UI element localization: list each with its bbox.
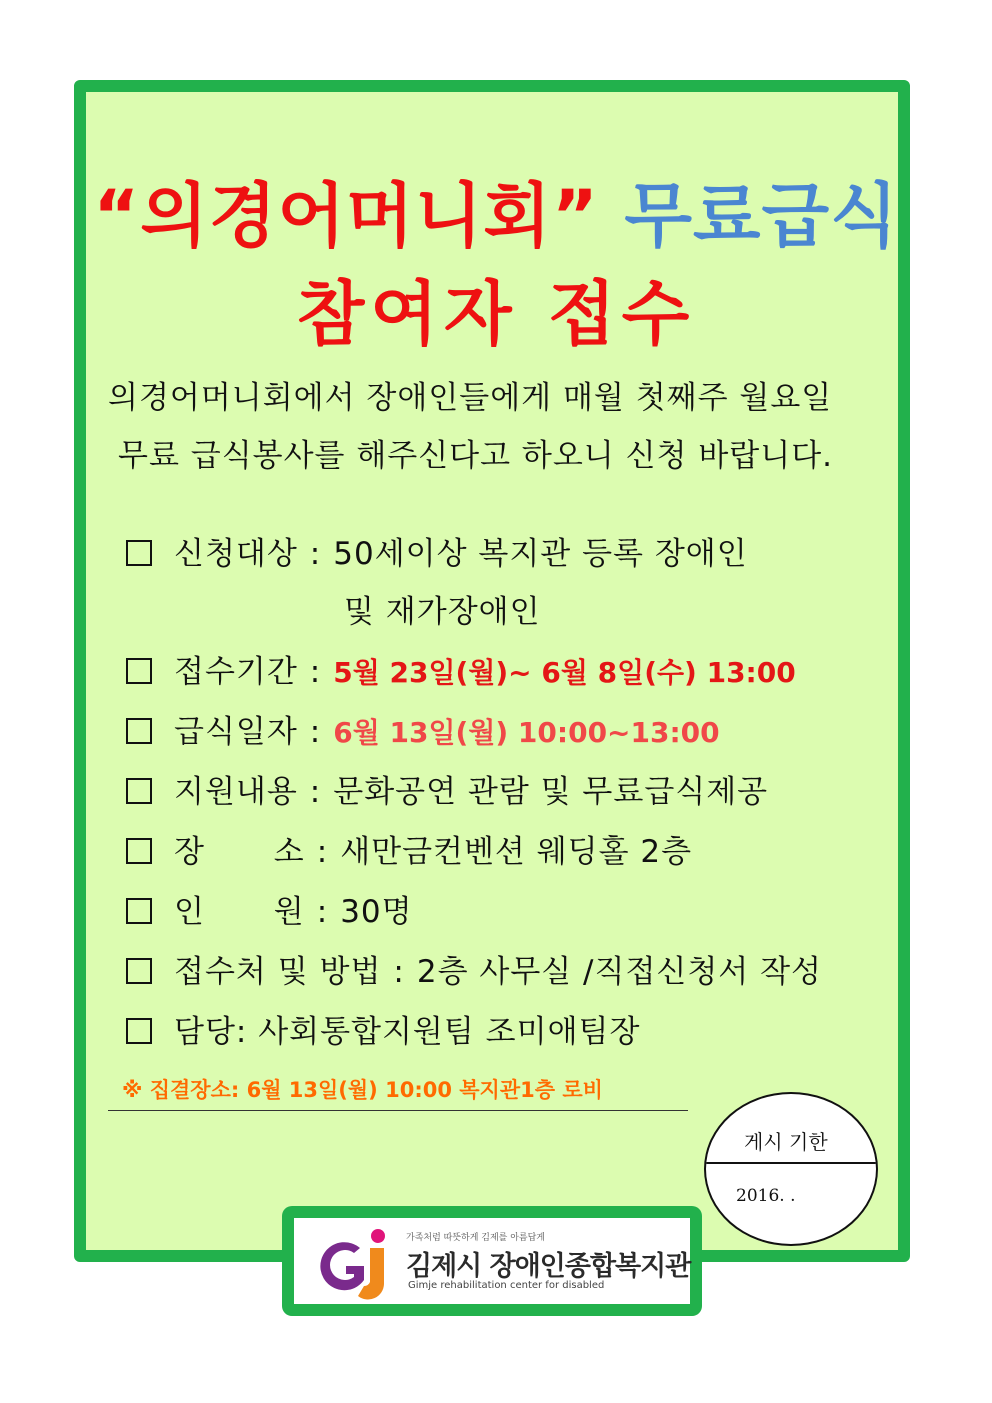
item-target-continued: 및 재가장애인 [344, 594, 541, 630]
checkbox-icon [126, 658, 152, 684]
item-value: 새만금컨벤션 웨딩홀 2층 [340, 834, 693, 870]
item-separator: : [309, 654, 322, 690]
item-label: 장 소 [174, 834, 305, 870]
gj-logo-icon [308, 1222, 404, 1304]
stamp-date: 2016. . [736, 1186, 796, 1206]
checkbox-icon [126, 958, 152, 984]
checkbox-icon [126, 898, 152, 924]
item-method [126, 946, 822, 991]
item-target [126, 528, 748, 573]
checkbox-icon [126, 1018, 152, 1044]
item-value: 30명 [340, 894, 413, 930]
item-separator: : [309, 536, 322, 572]
stamp-title: 게시 기한 [744, 1130, 828, 1154]
item-value: 사회통합지원팀 조미애팀장 [258, 1014, 641, 1050]
item-value: 6월 13일(월) 10:00~13:00 [333, 716, 720, 749]
checkbox-icon [126, 718, 152, 744]
item-people [126, 886, 413, 931]
checkbox-icon [126, 838, 152, 864]
poster-subtitle: 참여자 접수 [296, 273, 696, 355]
item-period [126, 646, 796, 691]
item-label: 담당: [174, 1014, 248, 1050]
item-value: 2층 사무실 /직접신청서 작성 [416, 954, 822, 990]
item-label: 접수기간 [174, 654, 298, 690]
intro-line-2: 무료 급식봉사를 해주신다고 하오니 신청 바랍니다. [118, 438, 833, 474]
item-separator: : [393, 954, 405, 990]
item-value: 5월 23일(월)~ 6월 8일(수) 13:00 [333, 656, 796, 689]
title-free-meal: 무료급식 [624, 175, 899, 257]
item-separator: : [316, 894, 329, 930]
item-label: 지원내용 [174, 774, 298, 810]
organization-logo [282, 1206, 702, 1316]
item-value: 50세이상 복지관 등록 장애인 [333, 536, 748, 572]
stamp-divider [706, 1162, 876, 1164]
logo-name: 김제시 장애인종합복지관 [406, 1251, 691, 1282]
item-separator: : [316, 834, 329, 870]
checkbox-icon [126, 540, 152, 566]
item-meal-date [126, 706, 720, 751]
poster-title [0, 160, 992, 261]
item-separator: : [309, 714, 322, 750]
item-contact [126, 1006, 640, 1051]
title-group-name: “의경어머니회” [93, 175, 599, 257]
item-value: 문화공연 관람 및 무료급식제공 [333, 774, 769, 810]
gathering-note: ※ 집결장소: 6월 13일(월) 10:00 복지관1층 로비 [108, 1074, 688, 1111]
item-label: 인 원 [174, 894, 305, 930]
intro-line-1: 의경어머니회에서 장애인들에게 매월 첫째주 월요일 [108, 380, 833, 416]
posting-deadline-stamp [704, 1092, 878, 1246]
checkbox-icon [126, 778, 152, 804]
logo-english-name: Gimje rehabilitation center for disabled [408, 1280, 605, 1291]
item-label: 급식일자 [174, 714, 298, 750]
item-place [126, 826, 692, 871]
logo-tagline: 가족처럼 따뜻하게 김제를 아름답게 [406, 1233, 545, 1243]
item-support [126, 766, 768, 811]
item-separator: : [309, 774, 322, 810]
item-label: 신청대상 [174, 536, 298, 572]
item-label: 접수처 및 방법 [174, 954, 382, 990]
